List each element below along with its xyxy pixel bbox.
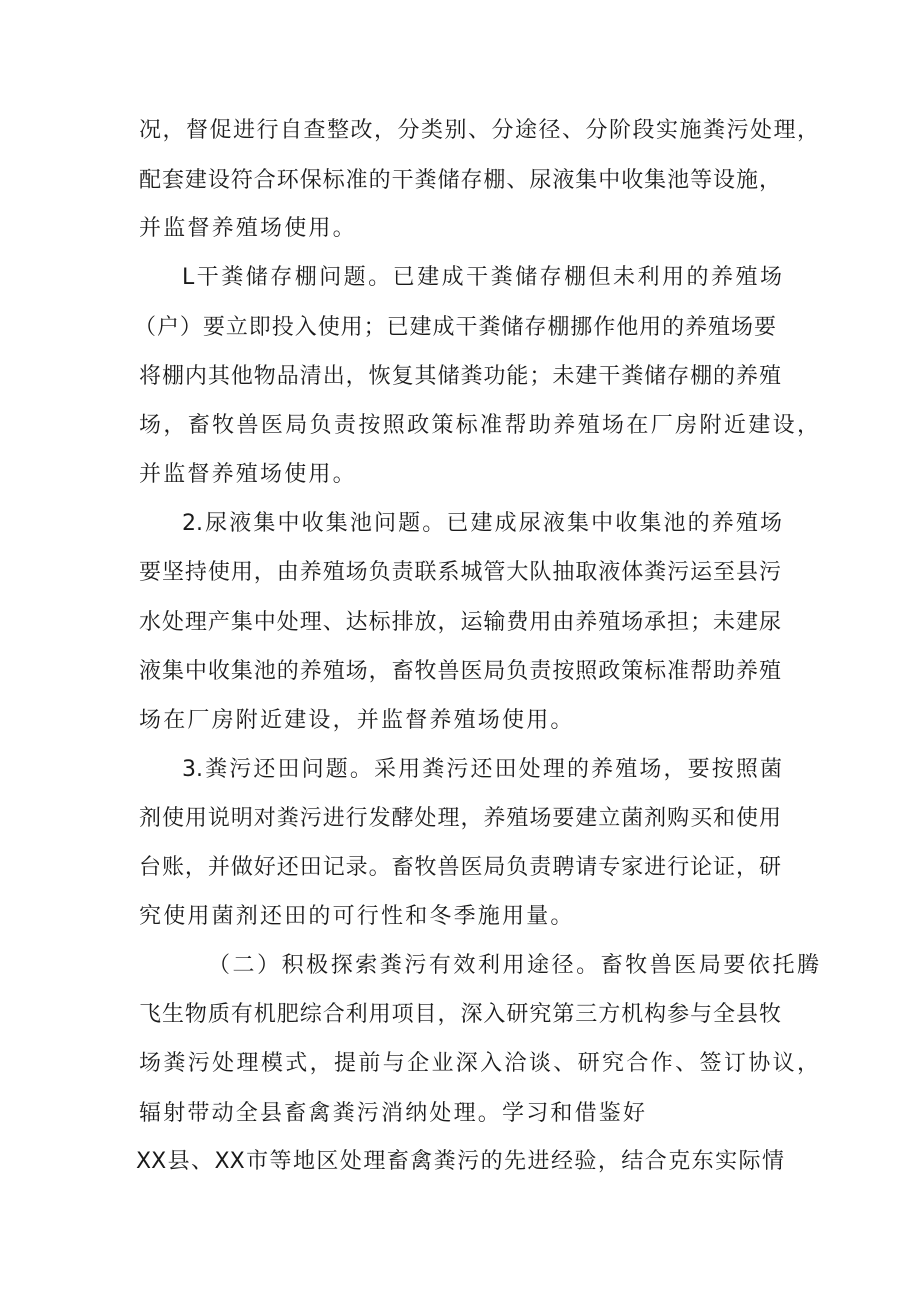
text-line: XX县、XX市等地区处理畜禽粪污的先进经验，结合克东实际情 <box>136 1149 784 1174</box>
text-line: 况，督促进行自查整改，分类别、分途径、分阶段实施粪污处理， <box>139 118 819 143</box>
text-line: 场在厂房附近建设，并监督养殖场使用。 <box>139 708 575 733</box>
text-line: 2.尿液集中收集池问题。已建成尿液集中收集池的养殖场 <box>182 511 782 536</box>
text-line: 飞生物质有机肥综合利用项目，深入研究第三方机构参与全县牧 <box>139 1002 781 1027</box>
text-line: 辐射带动全县畜禽粪污消纳处理。学习和借鉴好 <box>139 1101 648 1126</box>
text-line: 究使用菌剂还田的可行性和冬季施用量。 <box>139 904 575 929</box>
text-line: 剂使用说明对粪污进行发酵处理，养殖场要建立菌剂购买和使用 <box>139 806 781 831</box>
text-line: 并监督养殖场使用。 <box>139 462 357 487</box>
text-line: 场，畜牧兽医局负责按照政策标准帮助养殖场在厂房附近建设， <box>139 413 819 438</box>
text-line: 水处理产集中处理、达标排放，运输费用由养殖场承担；未建尿 <box>139 610 781 635</box>
text-line: 场粪污处理模式，提前与企业深入洽谈、研究合作、签订协议， <box>139 1051 819 1076</box>
text-line: 配套建设符合环保标准的干粪储存棚、尿液集中收集池等设施， <box>139 168 781 193</box>
text-line: 要坚持使用，由养殖场负责联系城管大队抽取液体粪污运至县污 <box>139 560 781 585</box>
text-line: L干粪储存棚问题。已建成干粪储存棚但未利用的养殖场 <box>182 265 782 290</box>
text-line: （二）积极探索粪污有效利用途径。畜牧兽医局要依托腾 <box>208 953 819 978</box>
text-line: 3.粪污还田问题。采用粪污还田处理的养殖场，要按照菌 <box>182 757 782 782</box>
text-line: 液集中收集池的养殖场，畜牧兽医局负责按照政策标准帮助养殖 <box>139 659 781 684</box>
text-line: 将棚内其他物品清出，恢复其储粪功能；未建干粪储存棚的养殖 <box>139 364 781 389</box>
text-line: （户）要立即投入使用；已建成干粪储存棚挪作他用的养殖场要 <box>134 315 776 340</box>
text-line: 台账，并做好还田记录。畜牧兽医局负责聘请专家进行论证，研 <box>139 855 781 880</box>
text-line: 并监督养殖场使用。 <box>139 216 357 241</box>
